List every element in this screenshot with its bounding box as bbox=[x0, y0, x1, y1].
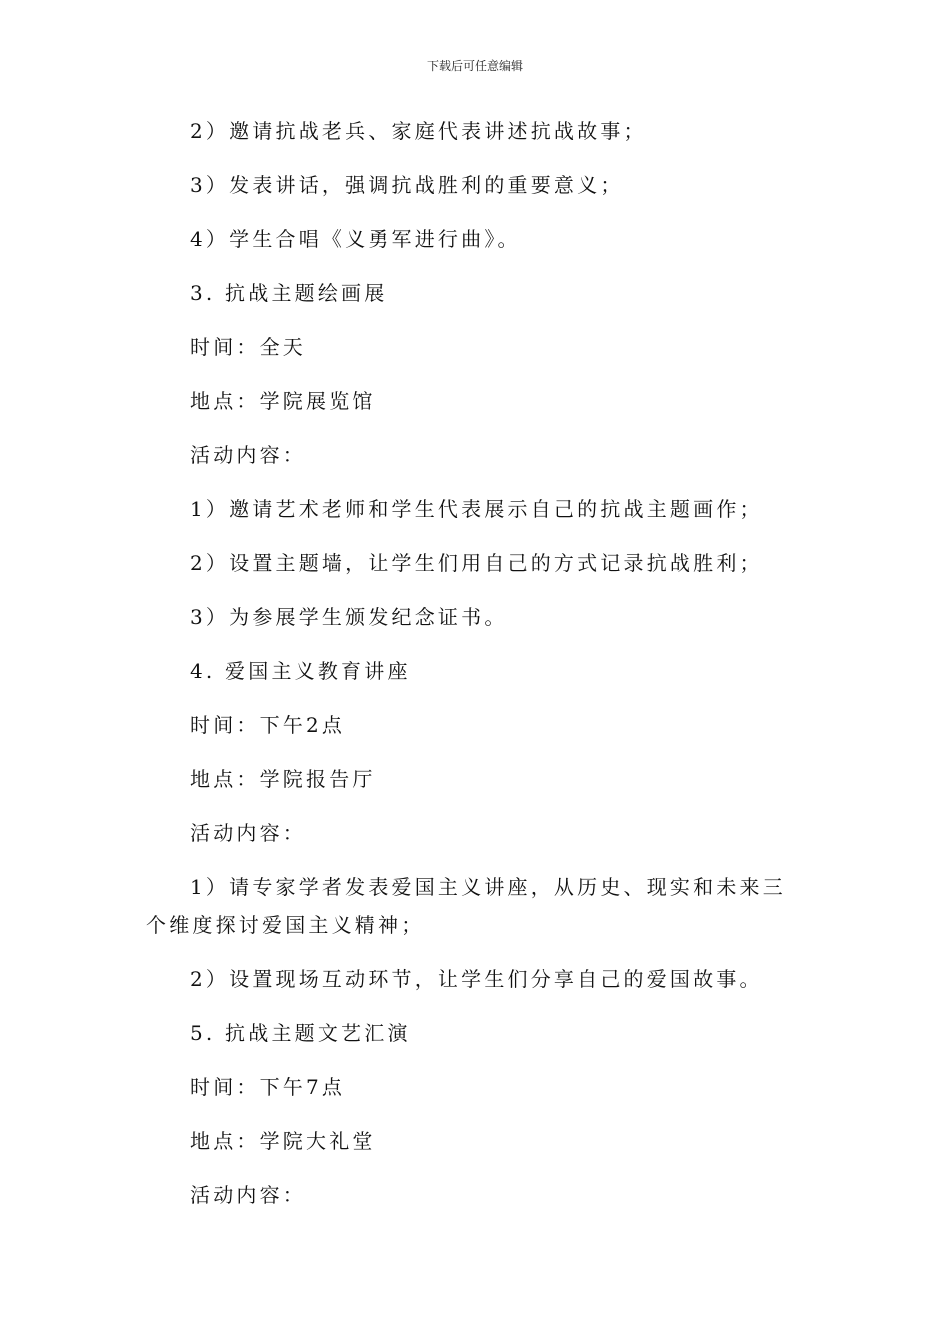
paragraph-interaction: 2）设置现场互动环节，让学生们分享自己的爱国故事。 bbox=[190, 967, 763, 991]
paragraph-activity-label: 活动内容： bbox=[190, 443, 306, 467]
section-heading-performance: 5. 抗战主题文艺汇演 bbox=[190, 1021, 411, 1045]
paragraph-theme-wall: 2）设置主题墙，让学生们用自己的方式记录抗战胜利； bbox=[190, 551, 763, 575]
paragraph-expert-lecture: 1）请专家学者发表爱国主义讲座，从历史、现实和未来三个维度探讨爱国主义精神； bbox=[146, 875, 786, 937]
paragraph-time: 时间：下午2点 bbox=[190, 713, 346, 737]
paragraph-activity-label: 活动内容： bbox=[190, 1183, 306, 1207]
page-header: 下载后可任意编辑 bbox=[426, 59, 523, 73]
paragraph-activity-label: 活动内容： bbox=[190, 821, 306, 845]
paragraph-speech: 3）发表讲话，强调抗战胜利的重要意义； bbox=[190, 173, 624, 197]
section-heading-painting-exhibition: 3. 抗战主题绘画展 bbox=[190, 281, 388, 305]
section-heading-patriotic-lecture: 4. 爱国主义教育讲座 bbox=[190, 659, 411, 683]
paragraph-anthem: 4）学生合唱《义勇军进行曲》。 bbox=[190, 227, 521, 251]
paragraph-location: 地点：学院报告厅 bbox=[190, 767, 376, 791]
paragraph-location: 地点：学院展览馆 bbox=[190, 389, 376, 413]
paragraph-time: 时间：全天 bbox=[190, 335, 306, 359]
paragraph-invite-veterans: 2）邀请抗战老兵、家庭代表讲述抗战故事； bbox=[190, 119, 647, 143]
paragraph-location: 地点：学院大礼堂 bbox=[190, 1129, 376, 1153]
paragraph-show-paintings: 1）邀请艺术老师和学生代表展示自己的抗战主题画作； bbox=[190, 497, 763, 521]
paragraph-certificates: 3）为参展学生颁发纪念证书。 bbox=[190, 605, 508, 629]
paragraph-time: 时间：下午7点 bbox=[190, 1075, 346, 1099]
